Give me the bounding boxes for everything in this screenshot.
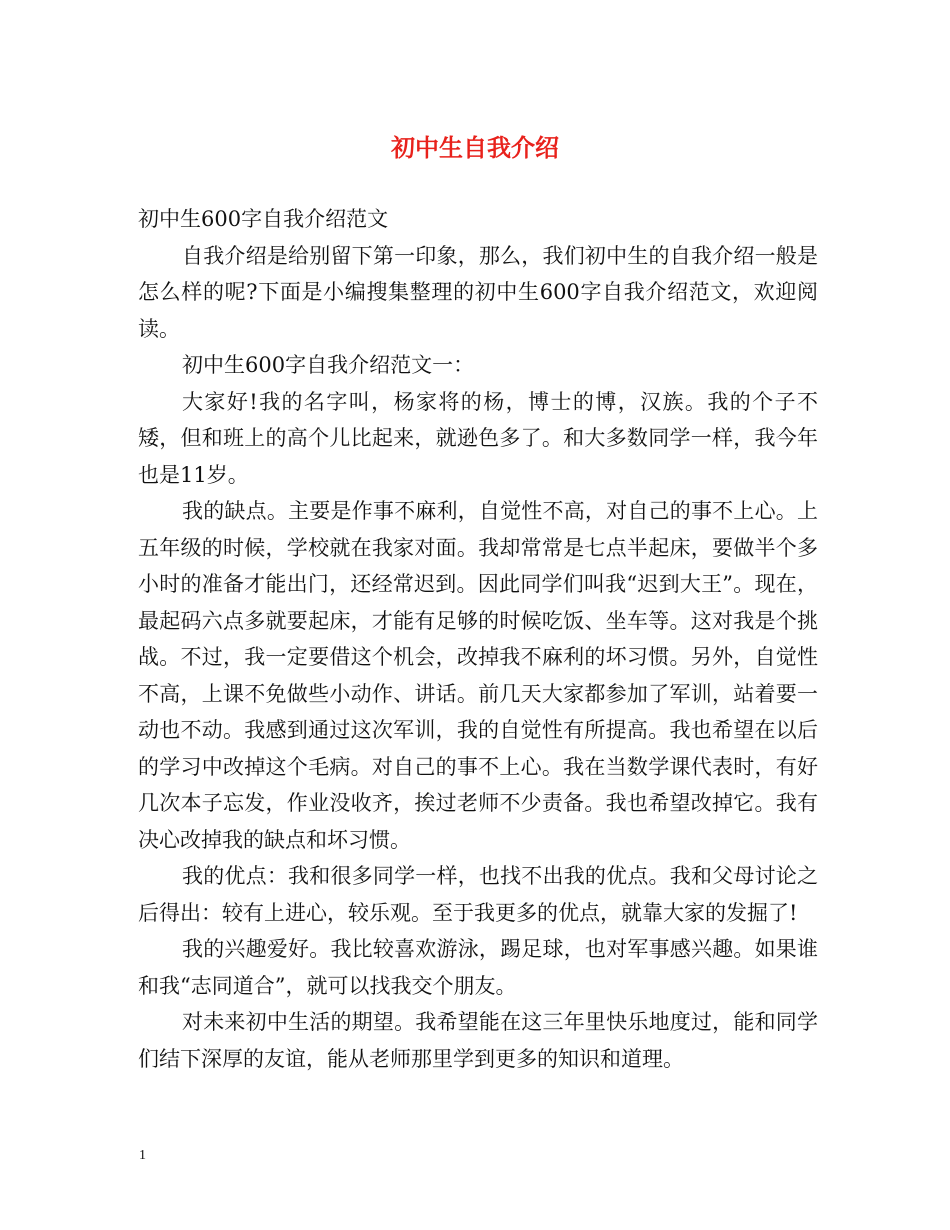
paragraph-weaknesses: 我的缺点。主要是作事不麻利，自觉性不高，对自己的事不上心。上五年级的时候，学校就在我家对面。我却常常是七点半起床，要做半个多小时的准备才能出门，还经常迟到。因此同学们叫我“迟到大王”。现在，最起码六点多就要起床，才能有足够的时候吃饭、坐车等。这对我是个挑战。不过，我一定要借这个机会，改掉我不麻利的坏习惯。另外，自觉性不高，上课不免做些小动作、讲话。前几天大家都参加了军训，站着要一动也不动。我感到通过这次军训，我的自觉性有所提高。我也希望在以后的学习中改掉这个毛病。对自己的事不上心。我在当数学课代表时，有好几次本子忘发，作业没收齐，挨过老师不少责备。我也希望改掉它。我有决心改掉我的缺点和坏习惯。 [138, 499, 818, 852]
document-subtitle: 初中生600字自我介绍范文 [138, 207, 389, 231]
paragraph-strengths: 我的优点：我和很多同学一样，也找不出我的优点。我和父母讨论之后得出：较有上进心，较乐观。至于我更多的优点，就靠大家的发掘了! [138, 864, 818, 925]
document-body [138, 201, 818, 1077]
document-title: 初中生自我介绍 [391, 133, 559, 162]
paragraph-expectations: 对未来初中生活的期望。我希望能在这三年里快乐地度过，能和同学们结下深厚的友谊，能从老师那里学到更多的知识和道理。 [138, 1010, 818, 1071]
paragraph-hobbies: 我的兴趣爱好。我比较喜欢游泳，踢足球，也对军事感兴趣。如果谁和我“志同道合”，就可以找我交个朋友。 [138, 937, 818, 998]
page-number: 1 [139, 1148, 146, 1163]
paragraph-greeting: 大家好!我的名字叫，杨家将的杨，博士的博，汉族。我的个子不矮，但和班上的高个儿比起来，就逊色多了。和大多数同学一样，我今年也是11岁。 [138, 389, 818, 487]
paragraph-sample-heading: 初中生600字自我介绍范文一： [182, 353, 475, 377]
paragraph-intro: 自我介绍是给别留下第一印象，那么，我们初中生的自我介绍一般是怎么样的呢?下面是小编搜集整理的初中生600字自我介绍范文，欢迎阅读。 [138, 243, 818, 341]
